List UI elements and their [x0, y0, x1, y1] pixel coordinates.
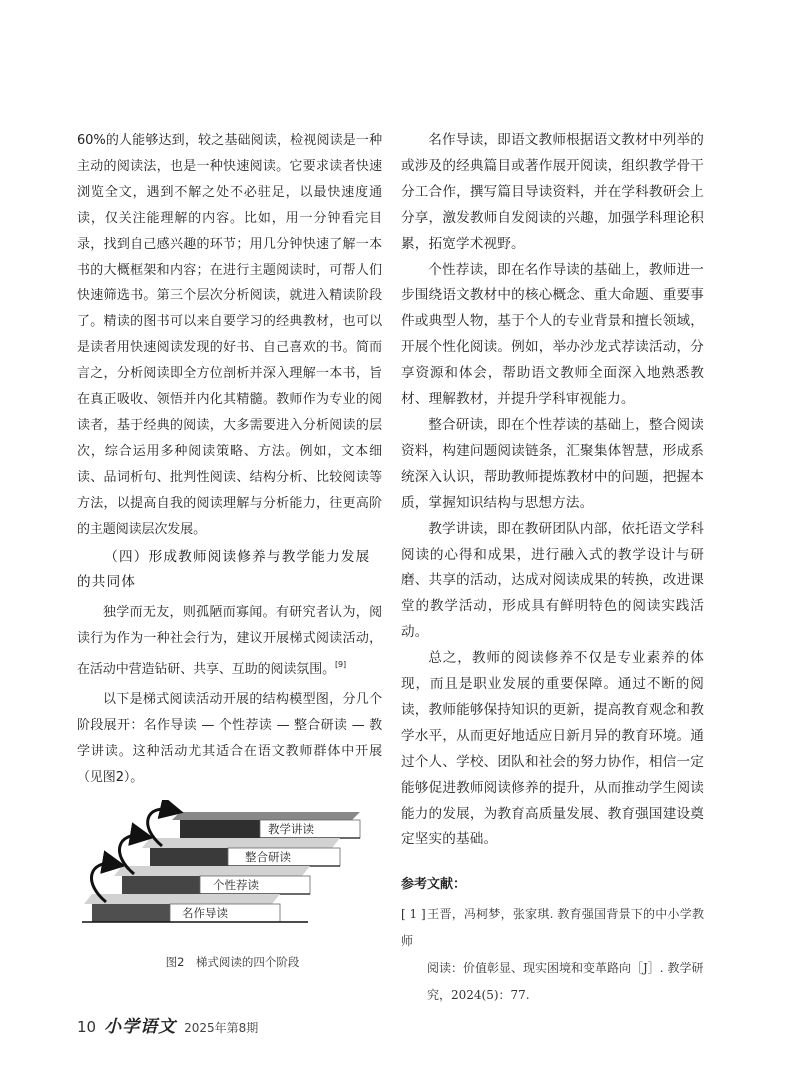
left-column [77, 128, 382, 791]
staircase-figure [80, 800, 385, 970]
paragraph: 总之，教师的阅读修养不仅是专业素养的体现，而且是职业发展的重要保障。通过不断的阅读，教师能够保持知识的更新，提高教育观念和教学水平，从而更好地适应日新月异的教育环境。通过个人、学校、团队和社会的努力协作，相信一定能够促进教师阅读修养的提升，从而推动学生阅读能力的发展，为教育高质量发展、教育强国建设奠定坚实的基础。 [401, 650, 704, 848]
step-label: 教学讲读 [268, 822, 314, 836]
reference-text: 王晋，冯柯梦，张家琪. 教育强国背景下的中小学教师 [401, 907, 704, 948]
staircase-diagram [80, 800, 385, 960]
paragraph [77, 600, 382, 683]
step-2 [114, 866, 310, 894]
citation-marker: [9] [335, 660, 347, 670]
reference-number: [ 1 ] [401, 907, 426, 921]
step-label: 整合研读 [245, 850, 291, 864]
section-heading: （四）形成教师阅读修养与教学能力发展的共同体 [77, 548, 371, 591]
paragraph: 以下是梯式阅读活动开展的结构模型图，分几个阶段展开：名作导读 — 个性荐读 — 整合研读 — 教学讲读。这种活动尤其适合在语文教师群体中开展（见图2）。 [77, 692, 382, 785]
page-footer [77, 1012, 258, 1038]
figure-caption: 图2 梯式阅读的四个阶段 [165, 955, 300, 969]
paragraph: 整合研读，即在个性荐读的基础上，整合阅读资料，构建问题阅读链条，汇聚集体智慧，形成系统深入认识，帮助教师提炼教材中的问题，把握本质，掌握知识结构与思想方法。 [401, 416, 704, 511]
reference-text: 阅读：价值彰显、现实困境和变革路向［J］. 教学研 [427, 961, 704, 975]
reference-text: 究，2024(5)：77. [427, 988, 530, 1002]
right-column [401, 128, 704, 853]
paragraph: 个性荐读，即在名作导读的基础上，教师进一步围绕语文教材中的核心概念、重大命题、重要事件或典型人物，基于个人的专业背景和擅长领域，开展个性化阅读。例如，举办沙龙式荐读活动，分享资源和体会，帮助语文教师全面深入地熟悉教材、理解教材，并提升学科审视能力。 [401, 261, 704, 408]
page-number: 10 [77, 1018, 97, 1036]
references-title: 参考文献： [401, 877, 467, 892]
paragraph-text: 独学而无友，则孤陋而寡闻。有研究者认为，阅读行为作为一种社会行为，建议开展梯式阅读活动，在活动中营造钻研、共享、互助的阅读氛围。 [77, 605, 382, 678]
paragraph: 教学讲读，即在教研团队内部，依托语文学科阅读的心得和成果，进行融入式的教学设计与研磨、共享的活动，达成对阅读成果的转换，改进课堂的教学活动，形成具有鲜明特色的阅读实践活动。 [401, 520, 704, 641]
paragraph: 名作导读，即语文教师根据语文教材中列举的或涉及的经典篇目或著作展开阅读，组织教学骨干分工合作，撰写篇目导读资料，并在学科教研会上分享，激发教师自发阅读的兴趣，加强学科理论积累，拓宽学术视野。 [401, 132, 704, 252]
journal-logo: 小学语文 [104, 1017, 177, 1037]
step-4 [172, 812, 360, 838]
step-label: 名作导读 [182, 906, 228, 920]
step-3 [142, 838, 340, 866]
step-1 [82, 894, 308, 922]
step-label: 个性荐读 [213, 878, 259, 892]
reference-item [401, 901, 704, 1009]
issue-label: 2025年第8期 [184, 1021, 259, 1035]
paragraph: 60%的人能够达到，较之基础阅读，检视阅读是一种主动的阅读法，也是一种快速阅读。它要求读者快速浏览全文，遇到不解之处不必驻足，以最快速度通读，仅关注能理解的内容。比如，用一分钟看完目录，找到自己感兴趣的环节；用几分钟快速了解一本书的大概框架和内容；在进行主题阅读时，可帮人们快速筛选书。第三个层次分析阅读，就进入精读阶段了。精读的图书可以来自要学习的经典教材，也可以是读者用快速阅读发现的好书、自己喜欢的书。简而言之，分析阅读即全方位剖析并深入理解一本书，旨在真正吸收、领悟并内化其精髓。教师作为专业的阅读者，基于经典的阅读，大多需要进入分析阅读的层次，综合运用多种阅读策略、方法。例如，文本细读、品词析句、批判性阅读、结构分析、比较阅读等方法，以提高自我的阅读理解与分析能力，往更高阶的主题阅读层次发展。 [77, 133, 382, 537]
